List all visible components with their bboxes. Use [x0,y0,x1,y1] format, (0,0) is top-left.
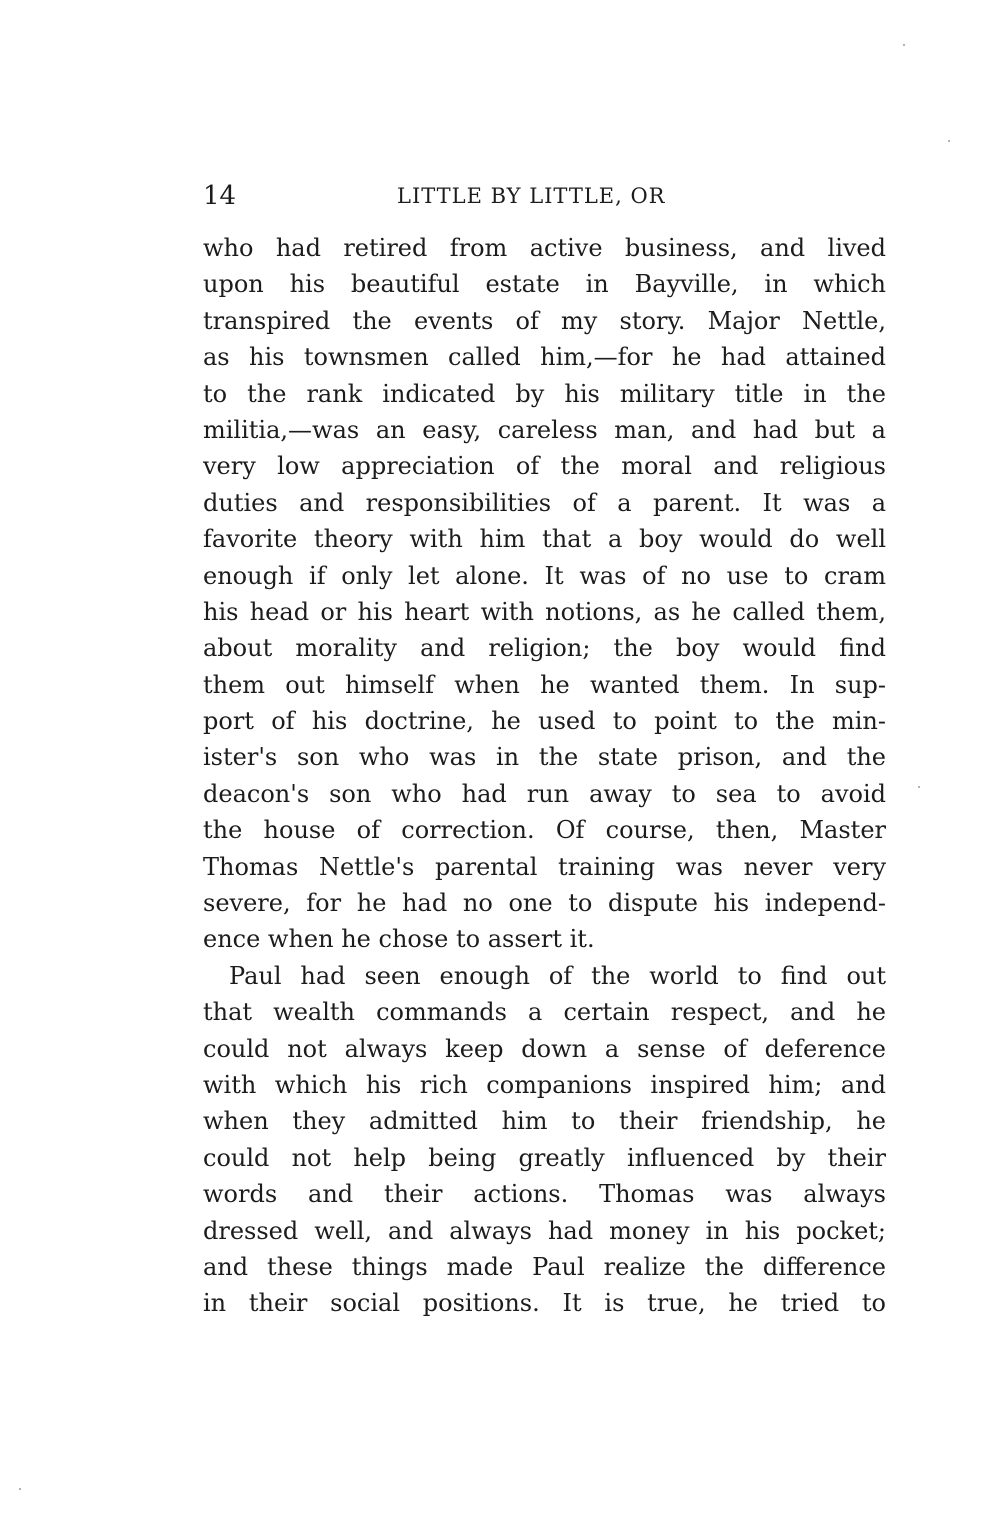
text-line: words and their actions. Thomas was always [203,1180,886,1209]
page-header [203,178,703,214]
text-line: Thomas Nettle's parental training was never very [203,852,886,881]
text-line: transpired the events of my story. Major Nettle, [203,306,886,335]
page-number: 14 [203,181,237,211]
text-line: about morality and religion; the boy would find [203,634,886,663]
text-line: favorite theory with him that a boy would do well [203,525,886,554]
text-line: and these things made Paul realize the difference [203,1252,886,1281]
text-line: them out himself when he wanted them. In sup- [203,670,886,699]
text-line: in their social positions. It is true, he tried to [203,1289,886,1318]
text-line: his head or his heart with notions, as he called them, [203,597,886,626]
scan-speck [19,1488,21,1490]
running-head: LITTLE BY LITTLE, OR [397,184,666,208]
scan-speck [903,44,905,46]
text-line: dressed well, and always had money in his pocket; [203,1216,886,1245]
text-line: who had retired from active business, and lived [203,234,886,262]
text-line: when they admitted him to their friendship, he [203,1107,886,1136]
text-line: ister's son who was in the state prison, and the [203,743,886,772]
text-line: to the rank indicated by his military title in the [203,379,886,408]
text-line: upon his beautiful estate in Bayville, in which [203,270,886,299]
text-line: port of his doctrine, he used to point to the min- [203,707,886,736]
text-line: the house of correction. Of course, then, Master [203,816,886,845]
scan-speck [948,140,950,142]
text-line: deacon's son who had run away to sea to avoid [203,779,886,808]
body-text [203,230,886,1322]
text-line: could not help being greatly influenced by their [203,1143,886,1172]
text-line: duties and responsibilities of a parent. It was a [203,488,886,517]
text-line: enough if only let alone. It was of no use to cram [203,561,886,590]
text-line: as his townsmen called him,—for he had attained [203,343,886,372]
scan-speck [918,786,920,788]
paragraph-start-line: Paul had seen enough of the world to find out [229,961,886,990]
text-line: could not always keep down a sense of deference [203,1034,886,1063]
text-line: with which his rich companions inspired him; and [203,1070,886,1099]
text-line: severe, for he had no one to dispute his independ- [203,889,886,918]
text-line: militia,—was an easy, careless man, and had but a [203,415,886,444]
text-line: very low appreciation of the moral and religious [203,452,886,481]
paragraph-end-line: ence when he chose to assert it. [203,925,595,954]
text-line: that wealth commands a certain respect, and he [203,998,886,1027]
